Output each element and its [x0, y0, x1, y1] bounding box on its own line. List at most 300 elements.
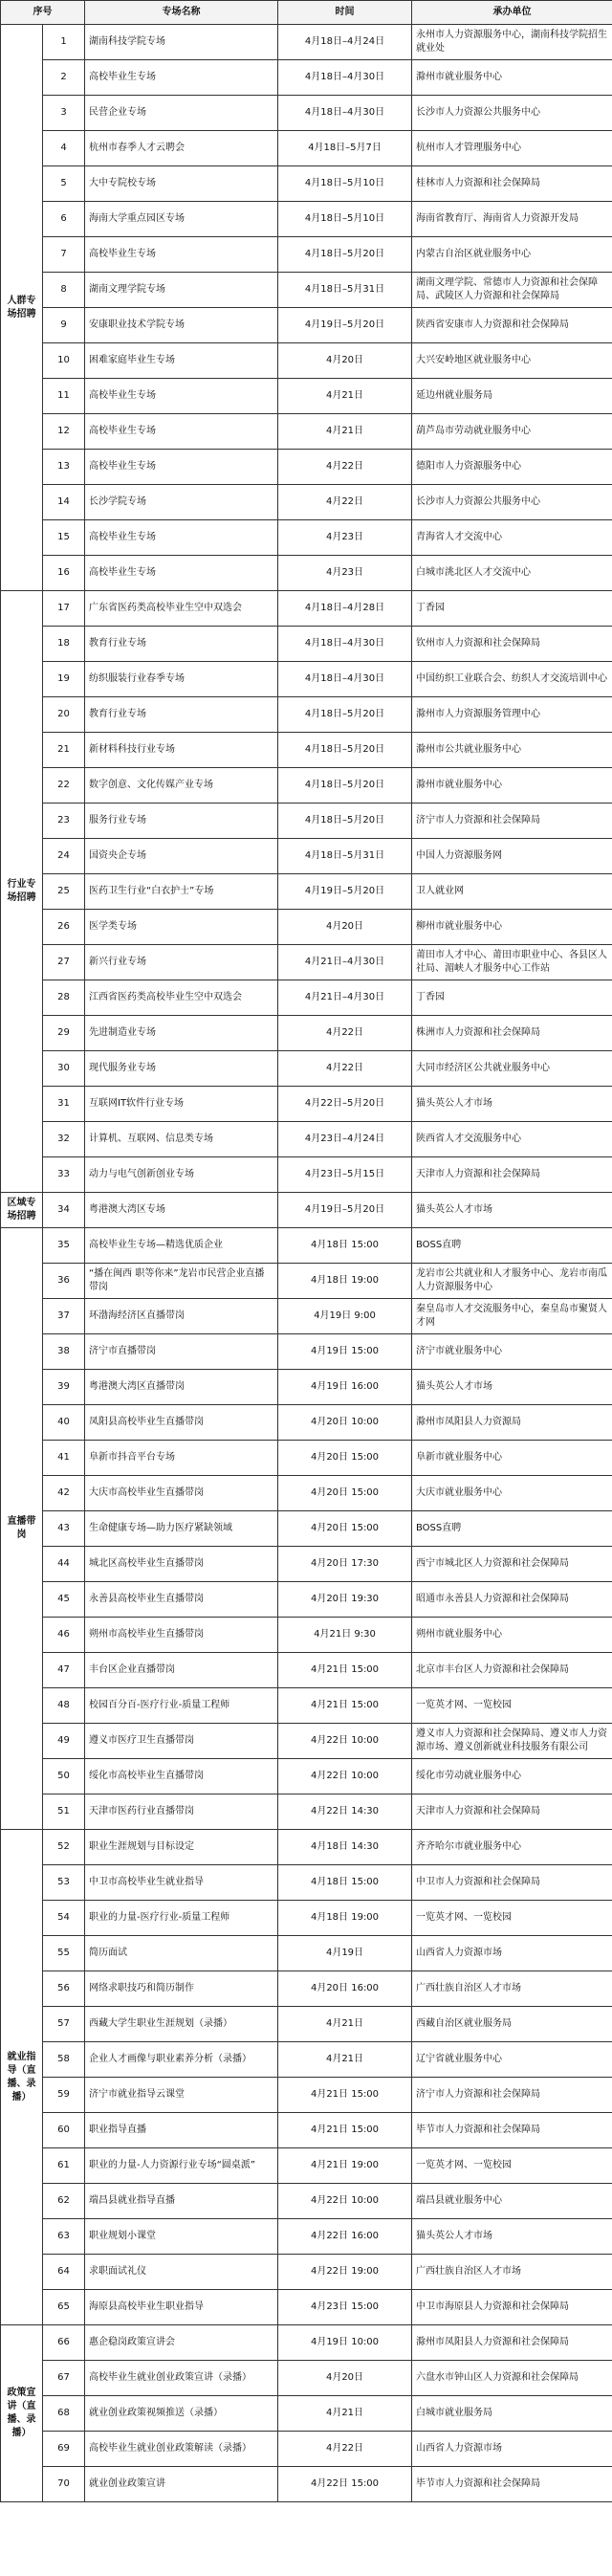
table-row — [1, 2042, 612, 2078]
time-cell: 4月18日 19:00 — [278, 1264, 412, 1299]
time-cell: 4月23日–5月15日 — [278, 1157, 412, 1193]
name-cell: 动力与电气创新创业专场 — [85, 1157, 278, 1193]
name-cell: 先进制造业专场 — [85, 1016, 278, 1051]
index-cell: 7 — [43, 237, 85, 273]
header-organizer: 承办单位 — [412, 1, 612, 25]
name-cell: 国资央企专场 — [85, 839, 278, 874]
name-cell: 校园百分百-医疗行业-质量工程师 — [85, 1688, 278, 1724]
organizer-cell: 辽宁省就业服务中心 — [412, 2042, 612, 2078]
time-cell: 4月20日 — [278, 2361, 412, 2396]
index-cell: 22 — [43, 768, 85, 804]
table-row — [1, 874, 612, 910]
time-cell: 4月18日–4月30日 — [278, 627, 412, 662]
organizer-cell: 一览英才网、一览校园 — [412, 1901, 612, 1936]
organizer-cell: BOSS直聘 — [412, 1228, 612, 1264]
table-row — [1, 1228, 612, 1264]
name-cell: 职业生涯规划与目标设定 — [85, 1830, 278, 1865]
organizer-cell: 大庆市就业服务中心 — [412, 1476, 612, 1511]
table-row — [1, 1865, 612, 1901]
name-cell: 困难家庭毕业生专场 — [85, 343, 278, 379]
header-name: 专场名称 — [85, 1, 278, 25]
category-cell: 人群专场招聘 — [1, 25, 43, 591]
time-cell: 4月22日 — [278, 1051, 412, 1087]
organizer-cell: 中卫市海原县人力资源和社会保障局 — [412, 2290, 612, 2325]
index-cell: 43 — [43, 1511, 85, 1547]
table-row — [1, 414, 612, 450]
table-row — [1, 520, 612, 556]
organizer-cell: 广西壮族自治区人才市场 — [412, 1971, 612, 2007]
time-cell: 4月21日–4月30日 — [278, 945, 412, 980]
name-cell: 端昌县就业指导直播 — [85, 2184, 278, 2219]
index-cell: 29 — [43, 1016, 85, 1051]
category-cell: 直播带岗 — [1, 1228, 43, 1830]
organizer-cell: 毕节市人力资源和社会保障局 — [412, 2467, 612, 2502]
index-cell: 18 — [43, 627, 85, 662]
table-row — [1, 945, 612, 980]
table-row — [1, 308, 612, 343]
index-cell: 37 — [43, 1299, 85, 1334]
organizer-cell: 延边州就业服务局 — [412, 379, 612, 414]
time-cell: 4月22日 — [278, 2432, 412, 2467]
index-cell: 12 — [43, 414, 85, 450]
time-cell: 4月22日 19:00 — [278, 2255, 412, 2290]
index-cell: 11 — [43, 379, 85, 414]
name-cell: 职业的力量-人力资源行业专场“圆桌派” — [85, 2148, 278, 2184]
name-cell: 数字创意、文化传媒产业专场 — [85, 768, 278, 804]
name-cell: 高校毕业生专场 — [85, 450, 278, 485]
table-row — [1, 2148, 612, 2184]
index-cell: 23 — [43, 804, 85, 839]
index-cell: 8 — [43, 273, 85, 308]
time-cell: 4月18日–5月20日 — [278, 804, 412, 839]
table-row — [1, 379, 612, 414]
name-cell: 粤港澳大湾区专场 — [85, 1193, 278, 1228]
index-cell: 63 — [43, 2219, 85, 2255]
table-row — [1, 166, 612, 202]
table-row — [1, 2219, 612, 2255]
table-row — [1, 2361, 612, 2396]
name-cell: 高校毕业生专场 — [85, 237, 278, 273]
organizer-cell: 内蒙古自治区就业服务中心 — [412, 237, 612, 273]
table-row — [1, 2007, 612, 2042]
name-cell: 民营企业专场 — [85, 96, 278, 131]
organizer-cell: 钦州市人力资源和社会保障局 — [412, 627, 612, 662]
index-cell: 41 — [43, 1441, 85, 1476]
organizer-cell: 济宁市人力资源和社会保障局 — [412, 804, 612, 839]
time-cell: 4月20日 15:00 — [278, 1441, 412, 1476]
time-cell: 4月20日 17:30 — [278, 1547, 412, 1582]
time-cell: 4月18日–4月30日 — [278, 96, 412, 131]
name-cell: 绥化市高校毕业生直播带岗 — [85, 1759, 278, 1794]
index-cell: 1 — [43, 25, 85, 60]
name-cell: 凤阳县高校毕业生直播带岗 — [85, 1405, 278, 1441]
name-cell: “播在闽西 职等你来”龙岩市民营企业直播带岗 — [85, 1264, 278, 1299]
index-cell: 34 — [43, 1193, 85, 1228]
name-cell: 中卫市高校毕业生就业指导 — [85, 1865, 278, 1901]
table-row — [1, 202, 612, 237]
organizer-cell: 丁香园 — [412, 591, 612, 627]
name-cell: 城北区高校毕业生直播带岗 — [85, 1547, 278, 1582]
table-row — [1, 1157, 612, 1193]
time-cell: 4月18日–5月10日 — [278, 202, 412, 237]
name-cell: 粤港澳大湾区直播带岗 — [85, 1370, 278, 1405]
time-cell: 4月21日 19:00 — [278, 2148, 412, 2184]
organizer-cell: 白城市就业服务局 — [412, 2396, 612, 2432]
index-cell: 69 — [43, 2432, 85, 2467]
name-cell: 阜新市抖音平台专场 — [85, 1441, 278, 1476]
organizer-cell: 长沙市人力资源公共服务中心 — [412, 485, 612, 520]
organizer-cell: 遵义市人力资源和社会保障局、遵义市人力资源市场、遵义创新就业科技服务有限公司 — [412, 1724, 612, 1759]
name-cell: 医药卫生行业“白衣护士”专场 — [85, 874, 278, 910]
category-cell: 区域专场招聘 — [1, 1193, 43, 1228]
index-cell: 39 — [43, 1370, 85, 1405]
name-cell: 高校毕业生专场 — [85, 414, 278, 450]
time-cell: 4月19日–5月20日 — [278, 874, 412, 910]
table-row — [1, 1370, 612, 1405]
name-cell: 江西省医药类高校毕业生空中双选会 — [85, 980, 278, 1016]
index-cell: 28 — [43, 980, 85, 1016]
index-cell: 64 — [43, 2255, 85, 2290]
time-cell: 4月18日 14:30 — [278, 1830, 412, 1865]
table-row — [1, 1759, 612, 1794]
category-cell: 行业专场招聘 — [1, 591, 43, 1193]
index-cell: 56 — [43, 1971, 85, 2007]
table-row — [1, 1264, 612, 1299]
time-cell: 4月18日 15:00 — [278, 1865, 412, 1901]
name-cell: 互联网IT软件行业专场 — [85, 1087, 278, 1122]
time-cell: 4月18日 19:00 — [278, 1901, 412, 1936]
name-cell: 湖南文理学院专场 — [85, 273, 278, 308]
time-cell: 4月21日 — [278, 379, 412, 414]
time-cell: 4月19日 16:00 — [278, 1370, 412, 1405]
time-cell: 4月19日 10:00 — [278, 2325, 412, 2361]
organizer-cell: 滁州市凤阳县人力资源局 — [412, 1405, 612, 1441]
index-cell: 5 — [43, 166, 85, 202]
table-row — [1, 2113, 612, 2148]
organizer-cell: 丁香园 — [412, 980, 612, 1016]
index-cell: 65 — [43, 2290, 85, 2325]
index-cell: 17 — [43, 591, 85, 627]
index-cell: 50 — [43, 1759, 85, 1794]
table-row — [1, 1830, 612, 1865]
organizer-cell: 秦皇岛市人才交流服务中心，秦皇岛市聚贤人才网 — [412, 1299, 612, 1334]
table-row — [1, 131, 612, 166]
organizer-cell: 济宁市就业服务中心 — [412, 1334, 612, 1370]
time-cell: 4月20日 16:00 — [278, 1971, 412, 2007]
time-cell: 4月20日 15:00 — [278, 1511, 412, 1547]
organizer-cell: 柳州市就业服务中心 — [412, 910, 612, 945]
index-cell: 60 — [43, 2113, 85, 2148]
table-row — [1, 2184, 612, 2219]
organizer-cell: 龙岩市公共就业和人才服务中心、龙岩市南瓜人力资源服务中心 — [412, 1264, 612, 1299]
index-cell: 58 — [43, 2042, 85, 2078]
organizer-cell: 长沙市人力资源公共服务中心 — [412, 96, 612, 131]
organizer-cell: 滁州市凤阳县人力资源和社会保障局 — [412, 2325, 612, 2361]
organizer-cell: 滁州市人力资源服务管理中心 — [412, 697, 612, 733]
organizer-cell: 葫芦岛市劳动就业服务中心 — [412, 414, 612, 450]
table-row — [1, 96, 612, 131]
time-cell: 4月23日 — [278, 520, 412, 556]
table-row — [1, 910, 612, 945]
name-cell: 杭州市春季人才云聘会 — [85, 131, 278, 166]
organizer-cell: 湖南文理学院、常德市人力资源和社会保障局、武陵区人力资源和社会保障局 — [412, 273, 612, 308]
index-cell: 44 — [43, 1547, 85, 1582]
index-cell: 10 — [43, 343, 85, 379]
time-cell: 4月21日 15:00 — [278, 1653, 412, 1688]
time-cell: 4月22日–5月20日 — [278, 1087, 412, 1122]
index-cell: 59 — [43, 2078, 85, 2113]
time-cell: 4月22日 — [278, 1016, 412, 1051]
name-cell: 长沙学院专场 — [85, 485, 278, 520]
index-cell: 67 — [43, 2361, 85, 2396]
table-row — [1, 1334, 612, 1370]
time-cell: 4月18日–5月10日 — [278, 166, 412, 202]
index-cell: 27 — [43, 945, 85, 980]
index-cell: 21 — [43, 733, 85, 768]
organizer-cell: 猫头英公人才市场 — [412, 1087, 612, 1122]
time-cell: 4月21日 — [278, 2396, 412, 2432]
index-cell: 25 — [43, 874, 85, 910]
organizer-cell: 白城市洮北区人才交流中心 — [412, 556, 612, 591]
name-cell: 海原县高校毕业生职业指导 — [85, 2290, 278, 2325]
table-row — [1, 1547, 612, 1582]
organizer-cell: 端昌县就业服务中心 — [412, 2184, 612, 2219]
organizer-cell: 莆田市人才中心、莆田市职业中心、各县区人社局、湄峡人才服务中心工作站 — [412, 945, 612, 980]
organizer-cell: 海南省教育厅、海南省人力资源开发局 — [412, 202, 612, 237]
name-cell: 海南大学重点园区专场 — [85, 202, 278, 237]
organizer-cell: 陕西省安康市人力资源和社会保障局 — [412, 308, 612, 343]
time-cell: 4月18日–5月20日 — [278, 733, 412, 768]
time-cell: 4月18日–5月20日 — [278, 768, 412, 804]
index-cell: 51 — [43, 1794, 85, 1830]
table-row — [1, 980, 612, 1016]
time-cell: 4月22日 — [278, 485, 412, 520]
category-cell: 就业指导（直播、录播） — [1, 1830, 43, 2325]
time-cell: 4月22日 10:00 — [278, 2184, 412, 2219]
organizer-cell: 山西省人力资源市场 — [412, 2432, 612, 2467]
name-cell: 高校毕业生专场 — [85, 60, 278, 96]
time-cell: 4月18日–5月20日 — [278, 697, 412, 733]
name-cell: 就业创业政策视频推送（录播） — [85, 2396, 278, 2432]
name-cell: 广东省医药类高校毕业生空中双选会 — [85, 591, 278, 627]
organizer-cell: 绥化市劳动就业服务中心 — [412, 1759, 612, 1794]
organizer-cell: 滁州市公共就业服务中心 — [412, 733, 612, 768]
time-cell: 4月21日 15:00 — [278, 1688, 412, 1724]
time-cell: 4月18日–5月31日 — [278, 839, 412, 874]
table-body — [1, 25, 612, 2502]
index-cell: 33 — [43, 1157, 85, 1193]
index-cell: 9 — [43, 308, 85, 343]
time-cell: 4月23日 — [278, 556, 412, 591]
name-cell: 丰台区企业直播带岗 — [85, 1653, 278, 1688]
name-cell: 服务行业专场 — [85, 804, 278, 839]
name-cell: 湖南科技学院专场 — [85, 25, 278, 60]
name-cell: 网络求职技巧和简历制作 — [85, 1971, 278, 2007]
name-cell: 惠企稳岗政策宣讲会 — [85, 2325, 278, 2361]
table-row — [1, 697, 612, 733]
index-cell: 57 — [43, 2007, 85, 2042]
table-row — [1, 1016, 612, 1051]
name-cell: 大庆市高校毕业生直播带岗 — [85, 1476, 278, 1511]
name-cell: 天津市医药行业直播带岗 — [85, 1794, 278, 1830]
time-cell: 4月21日–4月30日 — [278, 980, 412, 1016]
organizer-cell: 杭州市人才管理服务中心 — [412, 131, 612, 166]
organizer-cell: 株洲市人力资源和社会保障局 — [412, 1016, 612, 1051]
table-row — [1, 25, 612, 60]
time-cell: 4月18日–4月30日 — [278, 662, 412, 697]
table-row — [1, 2432, 612, 2467]
time-cell: 4月21日 15:00 — [278, 2078, 412, 2113]
table-row — [1, 1936, 612, 1971]
index-cell: 47 — [43, 1653, 85, 1688]
table-row — [1, 1405, 612, 1441]
name-cell: 高校毕业生就业创业政策宣讲（录播） — [85, 2361, 278, 2396]
name-cell: 职业的力量-医疗行业-质量工程师 — [85, 1901, 278, 1936]
name-cell: 教育行业专场 — [85, 627, 278, 662]
table-row — [1, 556, 612, 591]
time-cell: 4月20日 — [278, 910, 412, 945]
organizer-cell: 中国人力资源服务网 — [412, 839, 612, 874]
name-cell: 大中专院校专场 — [85, 166, 278, 202]
organizer-cell: 青海省人才交流中心 — [412, 520, 612, 556]
time-cell: 4月23日–4月24日 — [278, 1122, 412, 1157]
table-row — [1, 804, 612, 839]
table-row — [1, 662, 612, 697]
table-row — [1, 733, 612, 768]
organizer-cell: 中卫市人力资源和社会保障局 — [412, 1865, 612, 1901]
name-cell: 生命健康专场—助力医疗紧缺领域 — [85, 1511, 278, 1547]
name-cell: 济宁市直播带岗 — [85, 1334, 278, 1370]
index-cell: 4 — [43, 131, 85, 166]
name-cell: 遵义市医疗卫生直播带岗 — [85, 1724, 278, 1759]
organizer-cell: 六盘水市钟山区人力资源和社会保障局 — [412, 2361, 612, 2396]
time-cell: 4月20日 15:00 — [278, 1476, 412, 1511]
table-header-row — [1, 1, 612, 25]
index-cell: 15 — [43, 520, 85, 556]
index-cell: 30 — [43, 1051, 85, 1087]
organizer-cell: 滁州市就业服务中心 — [412, 768, 612, 804]
time-cell: 4月22日 10:00 — [278, 1759, 412, 1794]
header-time: 时间 — [278, 1, 412, 25]
table-row — [1, 1688, 612, 1724]
name-cell: 永善县高校毕业生直播带岗 — [85, 1582, 278, 1618]
name-cell: 纺织服装行业春季专场 — [85, 662, 278, 697]
organizer-cell: 天津市人力资源和社会保障局 — [412, 1794, 612, 1830]
time-cell: 4月21日 9:30 — [278, 1618, 412, 1653]
name-cell: 计算机、互联网、信息类专场 — [85, 1122, 278, 1157]
organizer-cell: 毕节市人力资源和社会保障局 — [412, 2113, 612, 2148]
index-cell: 36 — [43, 1264, 85, 1299]
time-cell: 4月20日 10:00 — [278, 1405, 412, 1441]
table-row — [1, 2467, 612, 2502]
time-cell: 4月18日–4月28日 — [278, 591, 412, 627]
name-cell: 求职面试礼仪 — [85, 2255, 278, 2290]
table-row — [1, 1122, 612, 1157]
index-cell: 52 — [43, 1830, 85, 1865]
organizer-cell: 一览英才网、一览校园 — [412, 1688, 612, 1724]
table-row — [1, 1087, 612, 1122]
table-row — [1, 1618, 612, 1653]
index-cell: 55 — [43, 1936, 85, 1971]
time-cell: 4月19日–5月20日 — [278, 308, 412, 343]
name-cell: 医学类专场 — [85, 910, 278, 945]
table-row — [1, 1582, 612, 1618]
index-cell: 32 — [43, 1122, 85, 1157]
index-cell: 70 — [43, 2467, 85, 2502]
name-cell: 现代服务业专场 — [85, 1051, 278, 1087]
name-cell: 高校毕业生专场—精选优质企业 — [85, 1228, 278, 1264]
organizer-cell: 广西壮族自治区人才市场 — [412, 2255, 612, 2290]
category-cell: 政策宣讲（直播、录播） — [1, 2325, 43, 2502]
index-cell: 45 — [43, 1582, 85, 1618]
time-cell: 4月20日 — [278, 343, 412, 379]
index-cell: 24 — [43, 839, 85, 874]
table-row — [1, 1193, 612, 1228]
time-cell: 4月21日 15:00 — [278, 2113, 412, 2148]
time-cell: 4月19日 15:00 — [278, 1334, 412, 1370]
organizer-cell: 猫头英公人才市场 — [412, 1193, 612, 1228]
time-cell: 4月21日 — [278, 2042, 412, 2078]
index-cell: 2 — [43, 60, 85, 96]
table-row — [1, 2396, 612, 2432]
name-cell: 朔州市高校毕业生直播带岗 — [85, 1618, 278, 1653]
name-cell: 高校毕业生专场 — [85, 556, 278, 591]
index-cell: 26 — [43, 910, 85, 945]
table-row — [1, 1901, 612, 1936]
table-row — [1, 1511, 612, 1547]
organizer-cell: 齐齐哈尔市就业服务中心 — [412, 1830, 612, 1865]
table-row — [1, 450, 612, 485]
table-row — [1, 2078, 612, 2113]
time-cell: 4月18日–5月7日 — [278, 131, 412, 166]
table-row — [1, 1724, 612, 1759]
time-cell: 4月22日 16:00 — [278, 2219, 412, 2255]
table-row — [1, 343, 612, 379]
organizer-cell: 济宁市人力资源和社会保障局 — [412, 2078, 612, 2113]
index-cell: 20 — [43, 697, 85, 733]
index-cell: 61 — [43, 2148, 85, 2184]
organizer-cell: 一览英才网、一览校园 — [412, 2148, 612, 2184]
index-cell: 48 — [43, 1688, 85, 1724]
name-cell: 新材料科技行业专场 — [85, 733, 278, 768]
index-cell: 40 — [43, 1405, 85, 1441]
table-row — [1, 60, 612, 96]
table-row — [1, 1971, 612, 2007]
organizer-cell: 陕西省人才交流服务中心 — [412, 1122, 612, 1157]
name-cell: 安康职业技术学院专场 — [85, 308, 278, 343]
time-cell: 4月21日 — [278, 414, 412, 450]
organizer-cell: 山西省人力资源市场 — [412, 1936, 612, 1971]
index-cell: 49 — [43, 1724, 85, 1759]
index-cell: 6 — [43, 202, 85, 237]
table-row — [1, 485, 612, 520]
table-row — [1, 1441, 612, 1476]
index-cell: 38 — [43, 1334, 85, 1370]
time-cell: 4月22日 15:00 — [278, 2467, 412, 2502]
name-cell: 职业规划小课堂 — [85, 2219, 278, 2255]
time-cell: 4月18日–4月24日 — [278, 25, 412, 60]
index-cell: 13 — [43, 450, 85, 485]
time-cell: 4月23日 15:00 — [278, 2290, 412, 2325]
table-row — [1, 1299, 612, 1334]
index-cell: 31 — [43, 1087, 85, 1122]
organizer-cell: 永州市人力资源服务中心，湖南科技学院招生就业处 — [412, 25, 612, 60]
table-row — [1, 1794, 612, 1830]
time-cell: 4月18日–5月20日 — [278, 237, 412, 273]
organizer-cell: 德阳市人力资源服务中心 — [412, 450, 612, 485]
index-cell: 54 — [43, 1901, 85, 1936]
organizer-cell: 滁州市就业服务中心 — [412, 60, 612, 96]
